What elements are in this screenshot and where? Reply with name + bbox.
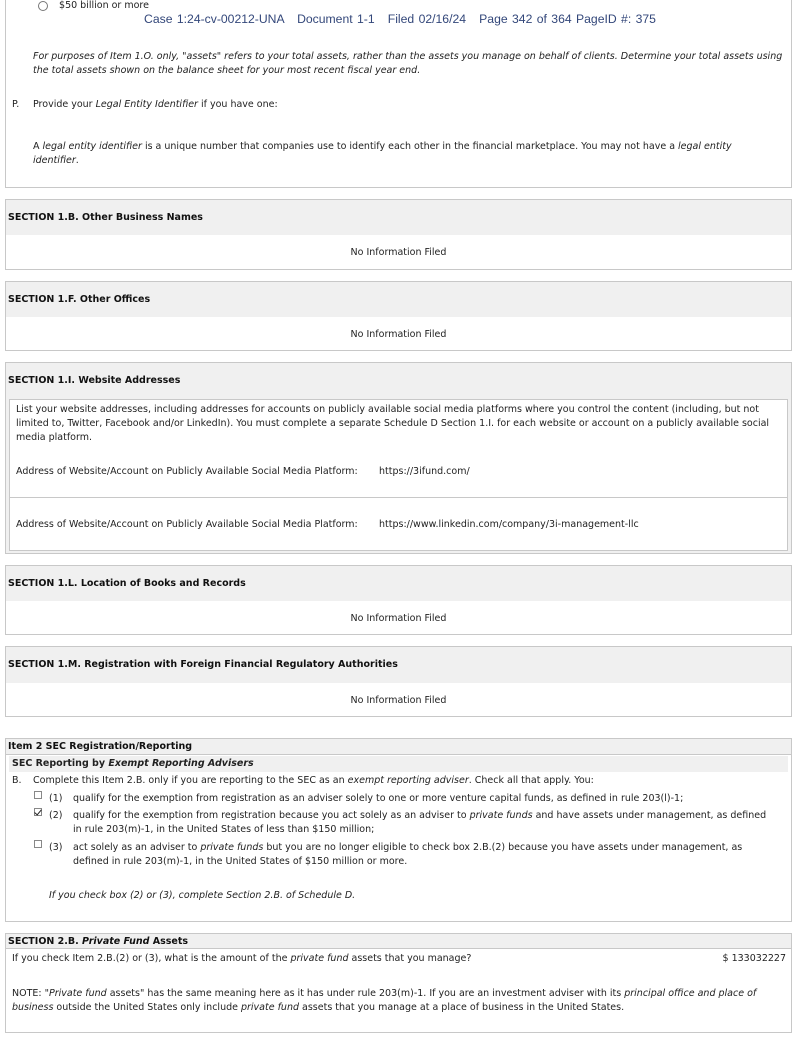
question-italic: private fund	[290, 953, 349, 964]
option-text-line2: in rule 203(m)-1, in the United States of less than $150 million;	[73, 824, 375, 835]
item-2-title: Item 2 SEC Registration/Reporting	[6, 739, 791, 755]
option-text-pre: act solely as an adviser to	[73, 842, 201, 853]
checkbox-option-2[interactable]	[34, 808, 42, 816]
item-2-box	[5, 738, 792, 922]
section-1i	[5, 362, 792, 554]
item-2-footnote: If you check box (2) or (3), complete Section 2.B. of Schedule D.	[49, 890, 356, 901]
section-title: SECTION 1.B. Other Business Names	[6, 200, 791, 235]
b-text: Complete this Item 2.B. only if you are reporting to the SEC as an	[33, 775, 348, 786]
note-italic-2: principal office and place of business	[12, 988, 757, 1013]
item-b-instruction	[33, 774, 594, 788]
no-information-filed: No Information Filed	[350, 613, 447, 624]
section-2b	[5, 933, 792, 1033]
website-label: Address of Website/Account on Publicly Available Social Media Platform:	[16, 519, 358, 530]
website-entry-2	[9, 497, 788, 551]
option-text-post: but you are no longer eligible to check box 2.B.(2) because you have assets under management, as	[263, 842, 743, 853]
note-italic-3: private fund	[240, 1002, 300, 1013]
section-1f	[5, 281, 792, 351]
note-text-mid: assets" has the same meaning here as it has under rule 203(m)-1. If you are an investment adviser with its	[106, 988, 625, 999]
note-italic: Private fund	[48, 988, 107, 999]
checkbox-option-1[interactable]	[34, 791, 42, 799]
item-b-letter: B.	[12, 775, 22, 786]
lei-text: A	[33, 141, 43, 152]
option-number: (2)	[49, 810, 63, 821]
checkbox-option-3[interactable]	[34, 840, 42, 848]
no-information-filed: No Information Filed	[350, 247, 447, 258]
item1-continuation-box	[5, 0, 792, 188]
case-header: Case 1:24-cv-00212-UNA Document 1-1 Filed 02/16/24 Page 342 of 364 PageID #: 375	[144, 12, 656, 26]
lei-italic-2: legal entity identifier	[33, 141, 732, 166]
section-title: SECTION 1.M. Registration with Foreign Financial Regulatory Authorities	[6, 647, 791, 683]
option-text	[73, 809, 766, 823]
private-fund-amount: $ 133032227	[722, 953, 786, 964]
no-information-filed: No Information Filed	[350, 329, 447, 340]
no-information-filed: No Information Filed	[350, 695, 447, 706]
section-title: SECTION 1.I. Website Addresses	[6, 363, 791, 399]
assets-note: For purposes of Item 1.O. only, "assets" refers to your total assets, rather than the assets you manage on behalf of clients. Determine your total assets using the total assets shown on the balance sheet for your most recent fiscal year end.	[33, 51, 783, 76]
section-1m	[5, 646, 792, 717]
lei-text-mid: is a unique number that companies use to identify each other in the financial marketplace. You may not have a	[141, 141, 679, 152]
website-url[interactable]: https://www.linkedin.com/company/3i-management-llc	[379, 519, 639, 530]
option-label: $50 billion or more	[59, 0, 149, 11]
note-text-post: assets that you manage at a place of business in the United States.	[299, 1002, 625, 1013]
option-text: qualify for the exemption from registration as an adviser solely to one or more venture capital funds, as defined in rule 203(l)-1;	[73, 793, 684, 804]
section-title: SECTION 1.F. Other Offices	[6, 282, 791, 317]
note-text-mid-2: outside the United States only include	[53, 1002, 241, 1013]
section-1l	[5, 565, 792, 635]
website-label: Address of Website/Account on Publicly Available Social Media Platform:	[16, 466, 358, 477]
lei-explanation	[33, 140, 763, 168]
section-title: SECTION 1.L. Location of Books and Records	[6, 566, 791, 601]
p-text: Provide your	[33, 99, 96, 110]
title-text: SECTION 2.B.	[8, 936, 83, 947]
subheader-italic: Exempt Reporting Advisers	[108, 758, 254, 769]
option-text-italic: private funds	[469, 810, 533, 821]
question-text-post: assets that you manage?	[348, 953, 472, 964]
item-p-letter: P.	[12, 99, 20, 110]
option-text-italic: private funds	[200, 842, 264, 853]
website-intro: List your website addresses, including addresses for accounts on publicly available social media platforms where you control the content (including, but not limited to, Twitter, Facebook and/or LinkedIn). You must complete a separate Schedule D Section 1.I. for each website or account on a publicly available social media platform.	[16, 404, 770, 443]
title-text-post: Assets	[149, 936, 189, 947]
section-1b	[5, 199, 792, 270]
option-text-pre: qualify for the exemption from registration because you act solely as an adviser to	[73, 810, 470, 821]
option-text-line2: defined in rule 203(m)-1, in the United States of $150 million or more.	[73, 856, 408, 867]
option-number: (3)	[49, 842, 63, 853]
option-text-post: and have assets under management, as defined	[532, 810, 767, 821]
note-text: NOTE: "	[12, 988, 49, 999]
item-p-question	[33, 98, 278, 112]
b-italic: exempt reporting adviser	[347, 775, 469, 786]
p-text-italic: Legal Entity Identifier	[95, 99, 198, 110]
subheader-text: SEC Reporting by	[12, 758, 109, 769]
website-entry-1	[9, 399, 788, 498]
lei-text-post: .	[75, 155, 79, 166]
private-fund-note	[12, 987, 782, 1015]
private-fund-question	[12, 952, 471, 966]
lei-italic: legal entity identifier	[42, 141, 142, 152]
option-number: (1)	[49, 793, 63, 804]
option-text	[73, 841, 742, 855]
title-italic: Private Fund	[82, 936, 150, 947]
website-url[interactable]: https://3ifund.com/	[379, 466, 470, 477]
b-text-post: . Check all that apply. You:	[468, 775, 594, 786]
p-text-post: if you have one:	[197, 99, 278, 110]
section-2b-title	[6, 934, 791, 949]
radio-button[interactable]	[38, 1, 48, 11]
question-text: If you check Item 2.B.(2) or (3), what is the amount of the	[12, 953, 291, 964]
item-2-subheader	[9, 756, 788, 772]
